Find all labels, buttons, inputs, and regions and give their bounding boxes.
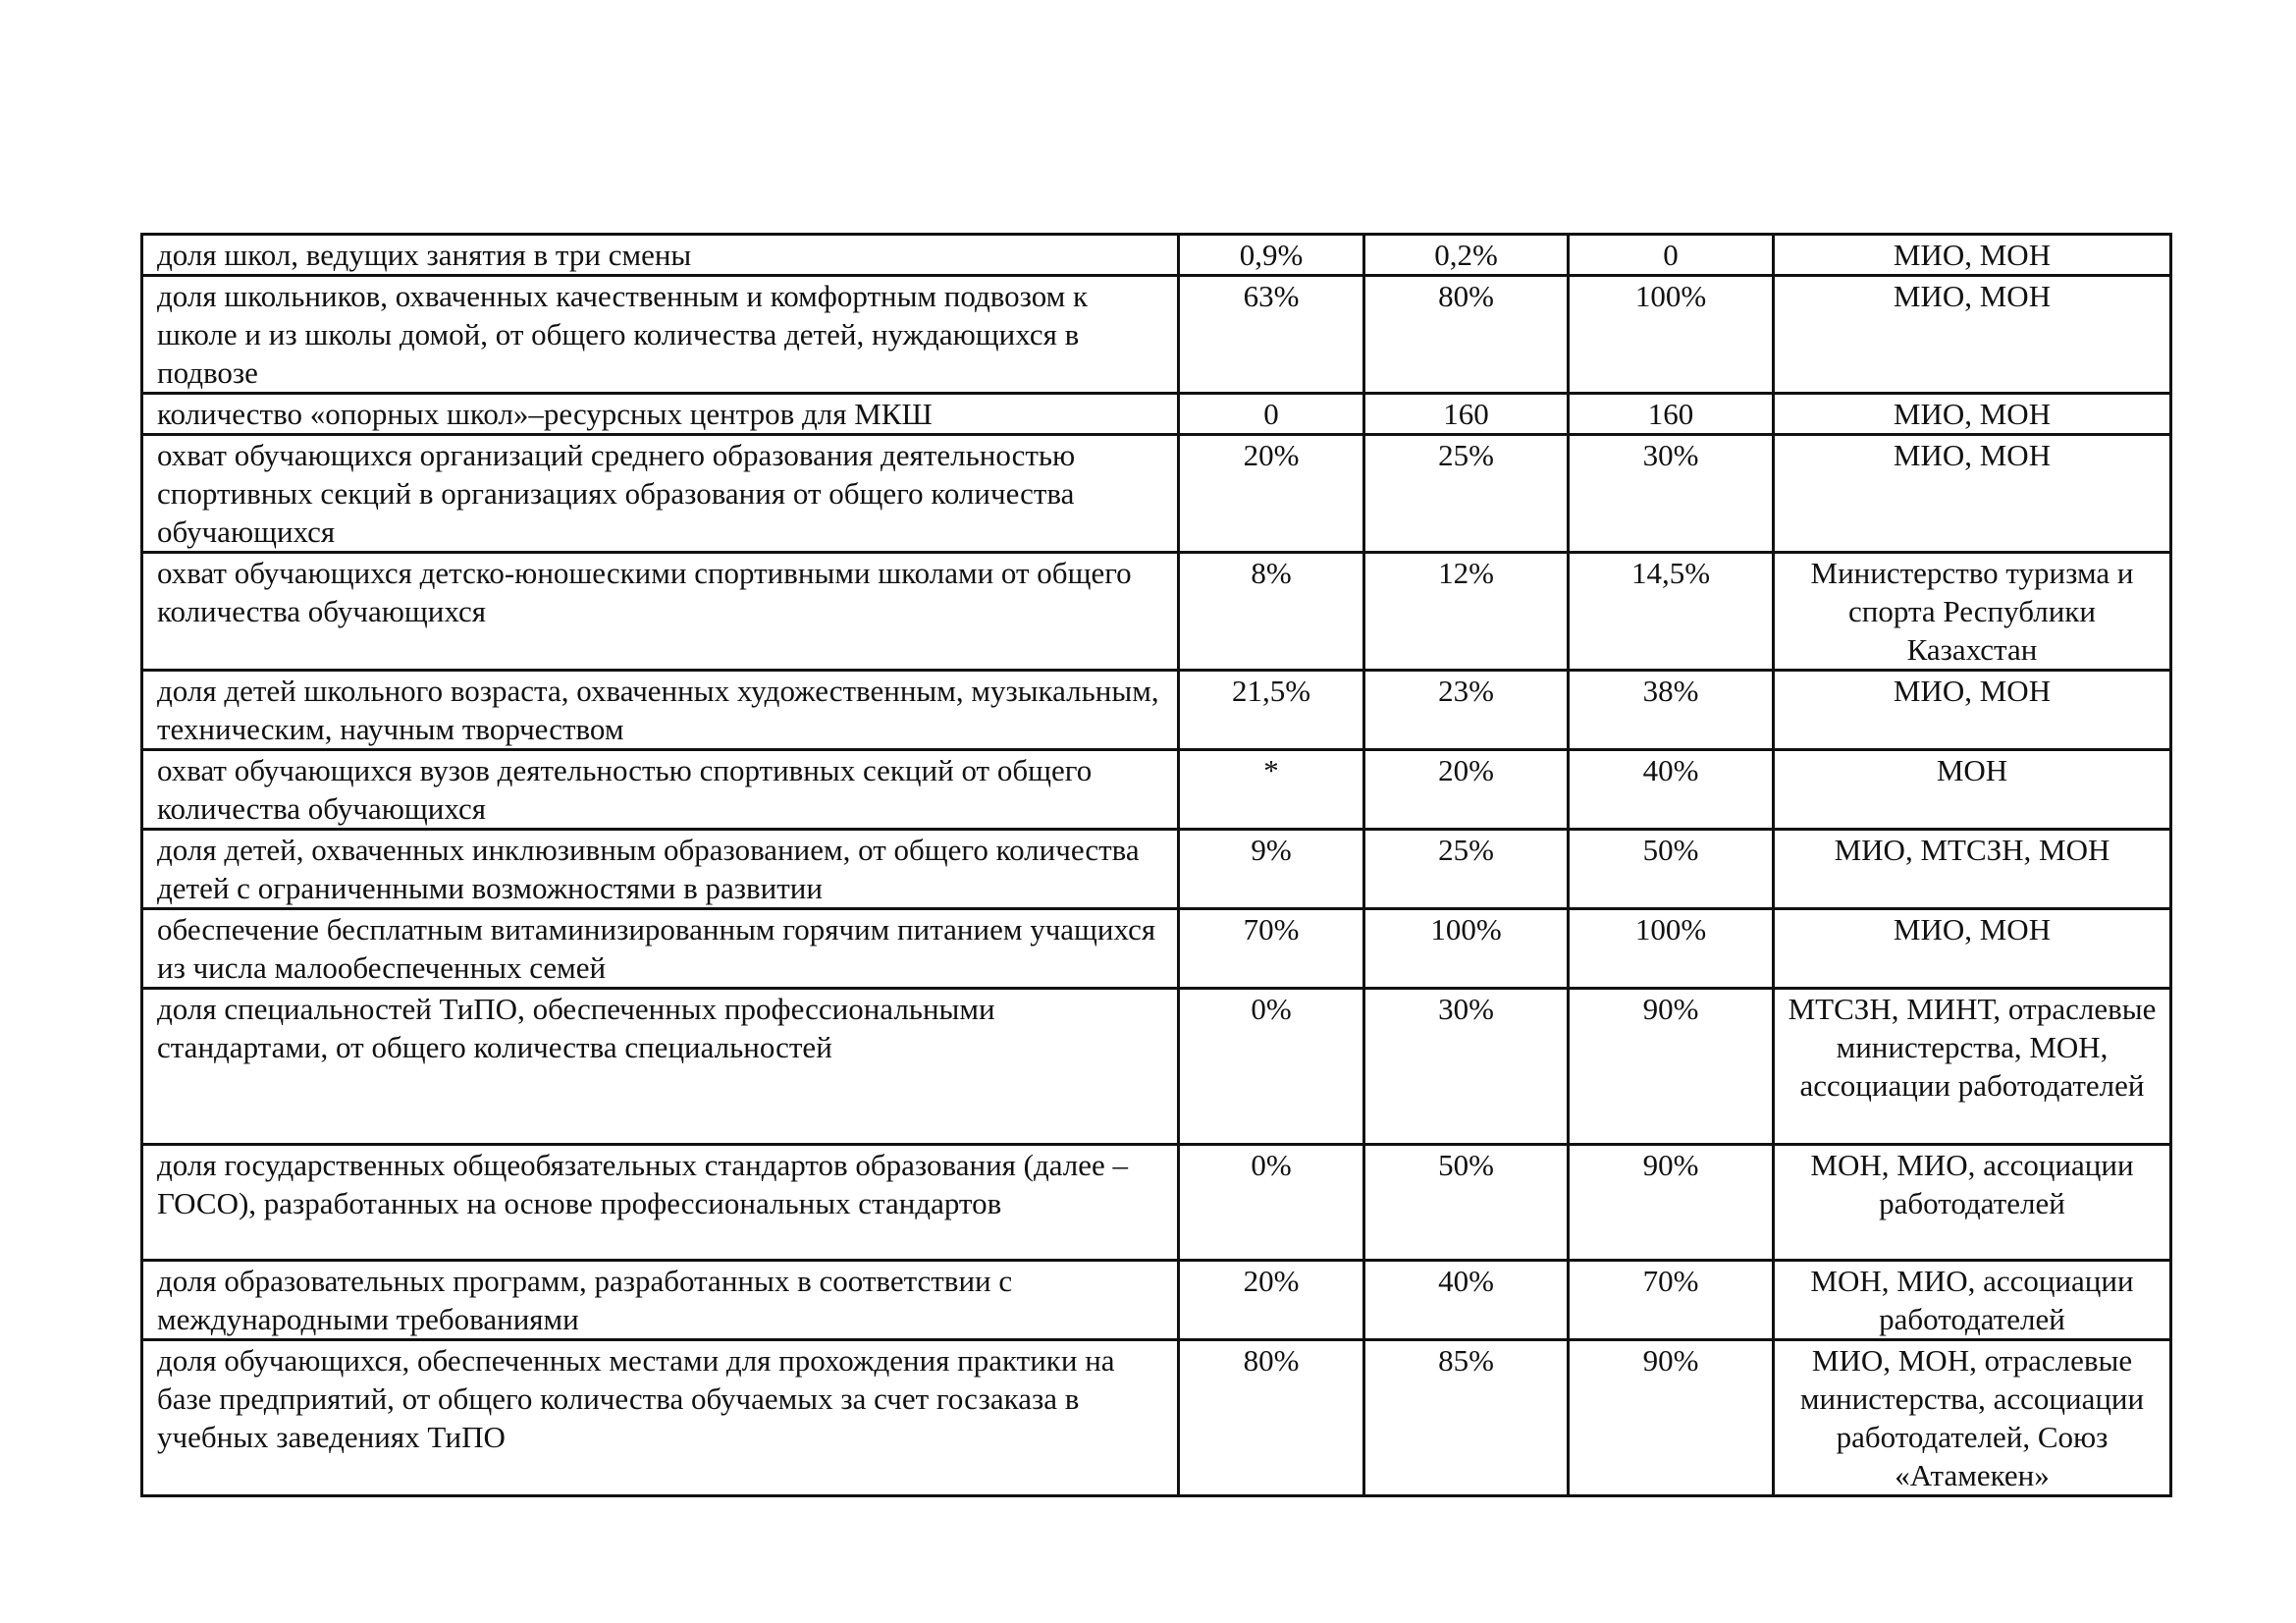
value-cell-1: 20%	[1179, 1261, 1364, 1340]
value-cell-2: 50%	[1364, 1145, 1569, 1261]
table-row	[142, 394, 2171, 435]
value-cell-3: 0	[1569, 235, 1774, 276]
value-cell-3: 40%	[1569, 750, 1774, 830]
indicators-table	[140, 233, 2172, 1497]
value-cell-1: 8%	[1179, 553, 1364, 671]
value-cell-3: 50%	[1569, 830, 1774, 909]
value-cell-3: 14,5%	[1569, 553, 1774, 671]
responsible-cell: МИО, МОН	[1774, 276, 2171, 394]
indicator-cell: доля детей школьного возраста, охваченных художественным, музыкальным, техническим, научным творчеством	[142, 671, 1179, 750]
value-cell-1: 21,5%	[1179, 671, 1364, 750]
responsible-cell: МИО, МТСЗН, МОН	[1774, 830, 2171, 909]
indicator-cell: доля детей, охваченных инклюзивным образованием, от общего количества детей с ограниченными возможностями в развитии	[142, 830, 1179, 909]
indicator-cell: охват обучающихся детско-юношескими спортивными школами от общего количества обучающихся	[142, 553, 1179, 671]
responsible-cell: Министерство туризма и спорта Республики Казахстан	[1774, 553, 2171, 671]
responsible-cell: МОН, МИО, ассоциации работодателей	[1774, 1145, 2171, 1261]
value-cell-1: 0,9%	[1179, 235, 1364, 276]
indicator-cell: обеспечение бесплатным витаминизированным горячим питанием учащихся из числа малообеспеченных семей	[142, 909, 1179, 989]
table-row	[142, 553, 2171, 671]
indicator-cell: доля государственных общеобязательных стандартов образования (далее – ГОСО), разработанных на основе профессиональных стандартов	[142, 1145, 1179, 1261]
table-row	[142, 750, 2171, 830]
responsible-cell: МИО, МОН	[1774, 909, 2171, 989]
indicator-cell: доля школьников, охваченных качественным и комфортным подвозом к школе и из школы домой, от общего количества детей, нуждающихся в подвозе	[142, 276, 1179, 394]
responsible-cell: МИО, МОН, отраслевые министерства, ассоциации работодателей, Союз «Атамекен»	[1774, 1340, 2171, 1496]
value-cell-2: 40%	[1364, 1261, 1569, 1340]
value-cell-1: 20%	[1179, 435, 1364, 553]
value-cell-3: 100%	[1569, 909, 1774, 989]
value-cell-2: 85%	[1364, 1340, 1569, 1496]
responsible-cell: МИО, МОН	[1774, 394, 2171, 435]
table-row	[142, 235, 2171, 276]
table-row	[142, 1340, 2171, 1496]
responsible-cell: МОН	[1774, 750, 2171, 830]
indicator-cell: доля обучающихся, обеспеченных местами для прохождения практики на базе предприятий, от общего количества обучаемых за счет госзаказа в учебных заведениях ТиПО	[142, 1340, 1179, 1496]
value-cell-3: 38%	[1569, 671, 1774, 750]
indicator-cell: количество «опорных школ»–ресурсных центров для МКШ	[142, 394, 1179, 435]
table-row	[142, 435, 2171, 553]
value-cell-3: 90%	[1569, 1145, 1774, 1261]
value-cell-1: 80%	[1179, 1340, 1364, 1496]
value-cell-2: 23%	[1364, 671, 1569, 750]
value-cell-2: 100%	[1364, 909, 1569, 989]
table-row	[142, 1145, 2171, 1261]
value-cell-2: 160	[1364, 394, 1569, 435]
value-cell-2: 0,2%	[1364, 235, 1569, 276]
value-cell-1: 0%	[1179, 989, 1364, 1145]
responsible-cell: МИО, МОН	[1774, 435, 2171, 553]
value-cell-3: 30%	[1569, 435, 1774, 553]
value-cell-1: 63%	[1179, 276, 1364, 394]
value-cell-1: 70%	[1179, 909, 1364, 989]
indicator-cell: доля образовательных программ, разработанных в соответствии с международными требованиями	[142, 1261, 1179, 1340]
indicator-cell: доля специальностей ТиПО, обеспеченных профессиональными стандартами, от общего количества специальностей	[142, 989, 1179, 1145]
value-cell-2: 25%	[1364, 435, 1569, 553]
value-cell-3: 100%	[1569, 276, 1774, 394]
indicator-cell: охват обучающихся организаций среднего образования деятельностью спортивных секций в организациях образования от общего количества обучающихся	[142, 435, 1179, 553]
value-cell-1: *	[1179, 750, 1364, 830]
value-cell-2: 25%	[1364, 830, 1569, 909]
responsible-cell: МТСЗН, МИНТ, отраслевые министерства, МОН, ассоциации работодателей	[1774, 989, 2171, 1145]
table-row	[142, 989, 2171, 1145]
table-row	[142, 830, 2171, 909]
value-cell-2: 80%	[1364, 276, 1569, 394]
value-cell-1: 0	[1179, 394, 1364, 435]
value-cell-2: 20%	[1364, 750, 1569, 830]
value-cell-3: 160	[1569, 394, 1774, 435]
indicator-cell: охват обучающихся вузов деятельностью спортивных секций от общего количества обучающихся	[142, 750, 1179, 830]
value-cell-1: 0%	[1179, 1145, 1364, 1261]
table-row	[142, 276, 2171, 394]
table-row	[142, 671, 2171, 750]
value-cell-2: 30%	[1364, 989, 1569, 1145]
responsible-cell: МИО, МОН	[1774, 235, 2171, 276]
value-cell-1: 9%	[1179, 830, 1364, 909]
table-row	[142, 1261, 2171, 1340]
responsible-cell: МОН, МИО, ассоциации работодателей	[1774, 1261, 2171, 1340]
value-cell-2: 12%	[1364, 553, 1569, 671]
responsible-cell: МИО, МОН	[1774, 671, 2171, 750]
value-cell-3: 90%	[1569, 1340, 1774, 1496]
table-row	[142, 909, 2171, 989]
value-cell-3: 90%	[1569, 989, 1774, 1145]
indicator-cell: доля школ, ведущих занятия в три смены	[142, 235, 1179, 276]
value-cell-3: 70%	[1569, 1261, 1774, 1340]
